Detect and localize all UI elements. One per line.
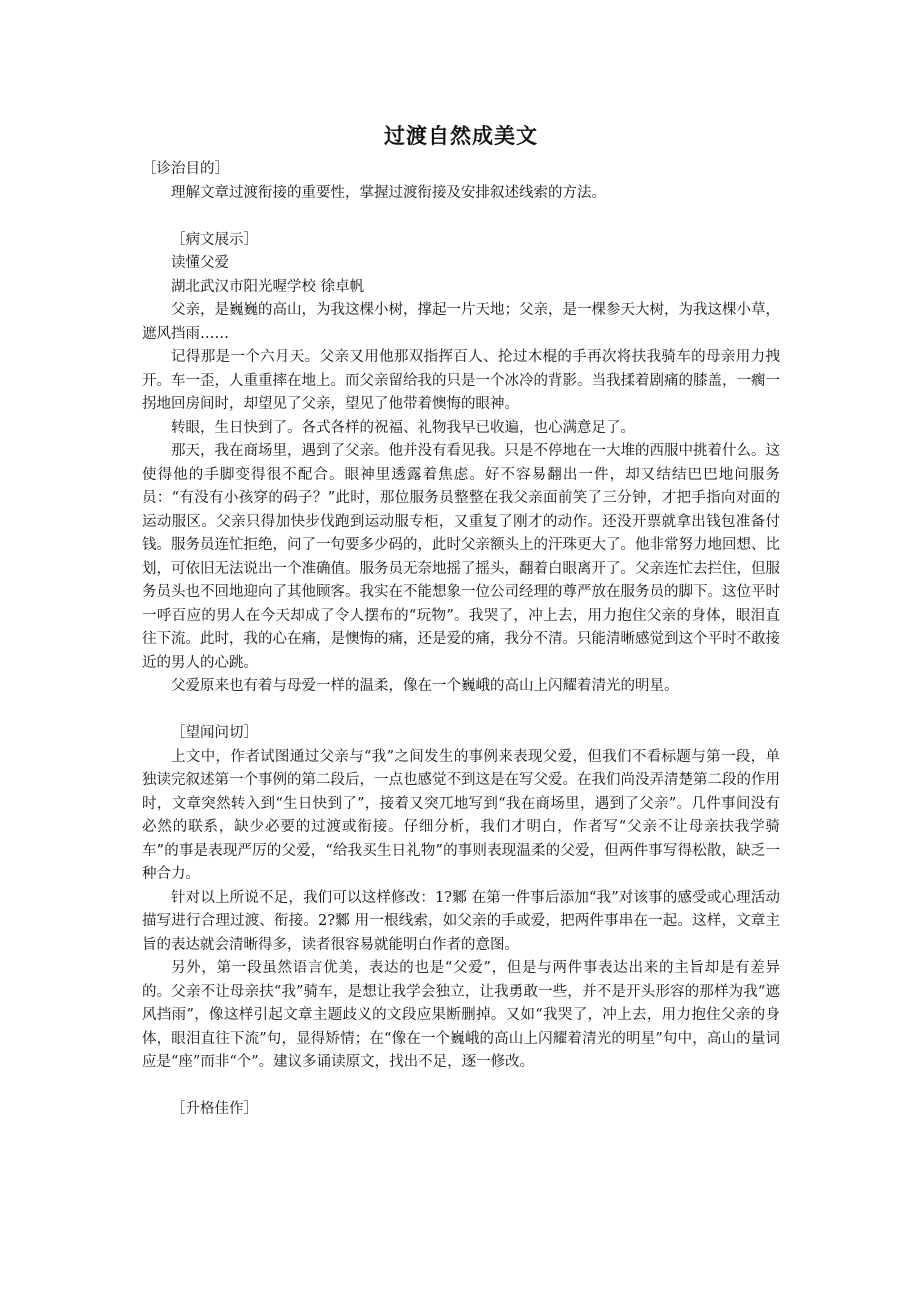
sample-paragraph: 转眼，生日快到了。各式各样的祝福、礼物我早已收遍，也心满意足了。 — [171, 419, 635, 436]
analysis-paragraph: 另外，第一段虽然语言优美，表达的也是“父爱”，但是与两件事表达出来的主旨却是有差异的。父亲不让母亲扶“我”骑车，是想让我学会独立，让我勇敢一些，并不是开头形容的那样为我“遮风挡雨”，像这样引起文章主题歧义的文段应果断删掉。又如“我哭了，冲上去，用力抱住父亲的身体，眼泪直往下流”句，显得矫情；在“像在一个巍峨的高山上闪耀着清光的明星”句中，高山的量词应是“座”而非“个”。建议多诵读原文，找出不足，逐一修改。 — [142, 960, 780, 1070]
sample-paragraph: 记得那是一个六月天。父亲又用他那双指挥百人、抡过木棍的手再次将扶我骑车的母亲用力拽开。车一歪，人重重摔在地上。而父亲留给我的只是一个冰冷的背影。当我揉着剧痛的膝盖，一瘸一拐地回房间时，却望见了父亲，望见了他带着懊悔的眼神。 — [142, 349, 780, 412]
section-head-analysis: ［望闻问切］ — [171, 725, 258, 741]
section-head-upgrade: ［升格佳作］ — [171, 1101, 258, 1117]
analysis-paragraph: 上文中，作者试图通过父亲与“我”之间发生的事例来表现父爱，但我们不看标题与第一段，单独读完叙述第一个事例的第二段后，一点也感觉不到这是在写父爱。在我们尚没弄清楚第二段的作用时，文章突然转入到“生日快到了”，接着又突兀地写到“我在商场里，遇到了父亲”。几件事间没有必然的联系，缺少必要的过渡或衔接。仔细分析，我们才明白，作者写“父亲不让母亲扶我学骑车”的事是表现严厉的父爱，“给我买生日礼物”的事则表现温柔的父爱，但两件事写得松散，缺乏一种合力。 — [142, 748, 780, 882]
section-head-diagnosis: ［诊治目的］ — [142, 161, 229, 177]
sample-essay-title: 读懂父爱 — [171, 255, 229, 271]
sample-paragraph: 父亲，是巍巍的高山，为我这棵小树，撑起一片天地；父亲，是一棵参天大树，为我这棵小草，遮风挡雨…… — [142, 302, 780, 342]
spacer — [142, 1075, 780, 1099]
diagnosis-body: 理解文章过渡衔接的重要性，掌握过渡衔接及安排叙述线索的方法。 — [171, 184, 606, 201]
spacer — [142, 699, 780, 723]
sample-essay-author: 湖北武汉市阳光喔学校 徐卓帆 — [171, 278, 365, 295]
sample-paragraph: 那天，我在商场里，遇到了父亲。他并没有看见我。只是不停地在一大堆的西服中挑着什么。这使得他的手脚变得很不配合。眼神里透露着焦虑。好不容易翻出一件，却又结结巴巴地问服务员：“有没有小孩穿的码子？”此时，那位服务员整整在我父亲面前笑了三分钟，才把手指向对面的运动服区。父亲只得加快步伐跑到运动服专柜，又重复了刚才的动作。还没开票就拿出钱包准备付钱。服务员连忙拒绝，问了一句要多少码的，此时父亲额头上的汗珠更大了。他非常努力地回想、比划，可依旧无法说出一个准确值。服务员无奈地摇了摇头，翻着白眼离开了。父亲连忙去拦住，但服务员头也不回地迎向了其他顾客。我实在不能想象一位公司经理的尊严放在服务员的脚下。这位平时一呼百应的男人在今天却成了令人摆布的“玩物”。我哭了，冲上去，用力抱住父亲的身体，眼泪直往下流。此时，我的心在痛，是懊悔的痛，还是爱的痛，我分不清。只能清晰感觉到这个平时不敢接近的男人的心跳。 — [142, 443, 780, 671]
section-head-sample: ［病文展示］ — [171, 231, 258, 248]
analysis-paragraph: 针对以上所说不足，我们可以这样修改：1?鄹 在第一件事后添加“我”对该事的感受或心理活动描写进行合理过渡、衔接。2?鄹 用一根线索，如父亲的手或爱，把两件事串在一起。这样，文章主旨的表达就会清晰得多，读者很容易就能明白作者的意图。 — [142, 889, 780, 953]
sample-paragraph: 父爱原来也有着与母爱一样的温柔，像在一个巍峨的高山上闪耀着清光的明星。 — [171, 678, 679, 694]
document-page — [142, 0, 780, 1122]
spacer — [142, 205, 780, 229]
document-title: 过渡自然成美文 — [384, 124, 538, 148]
